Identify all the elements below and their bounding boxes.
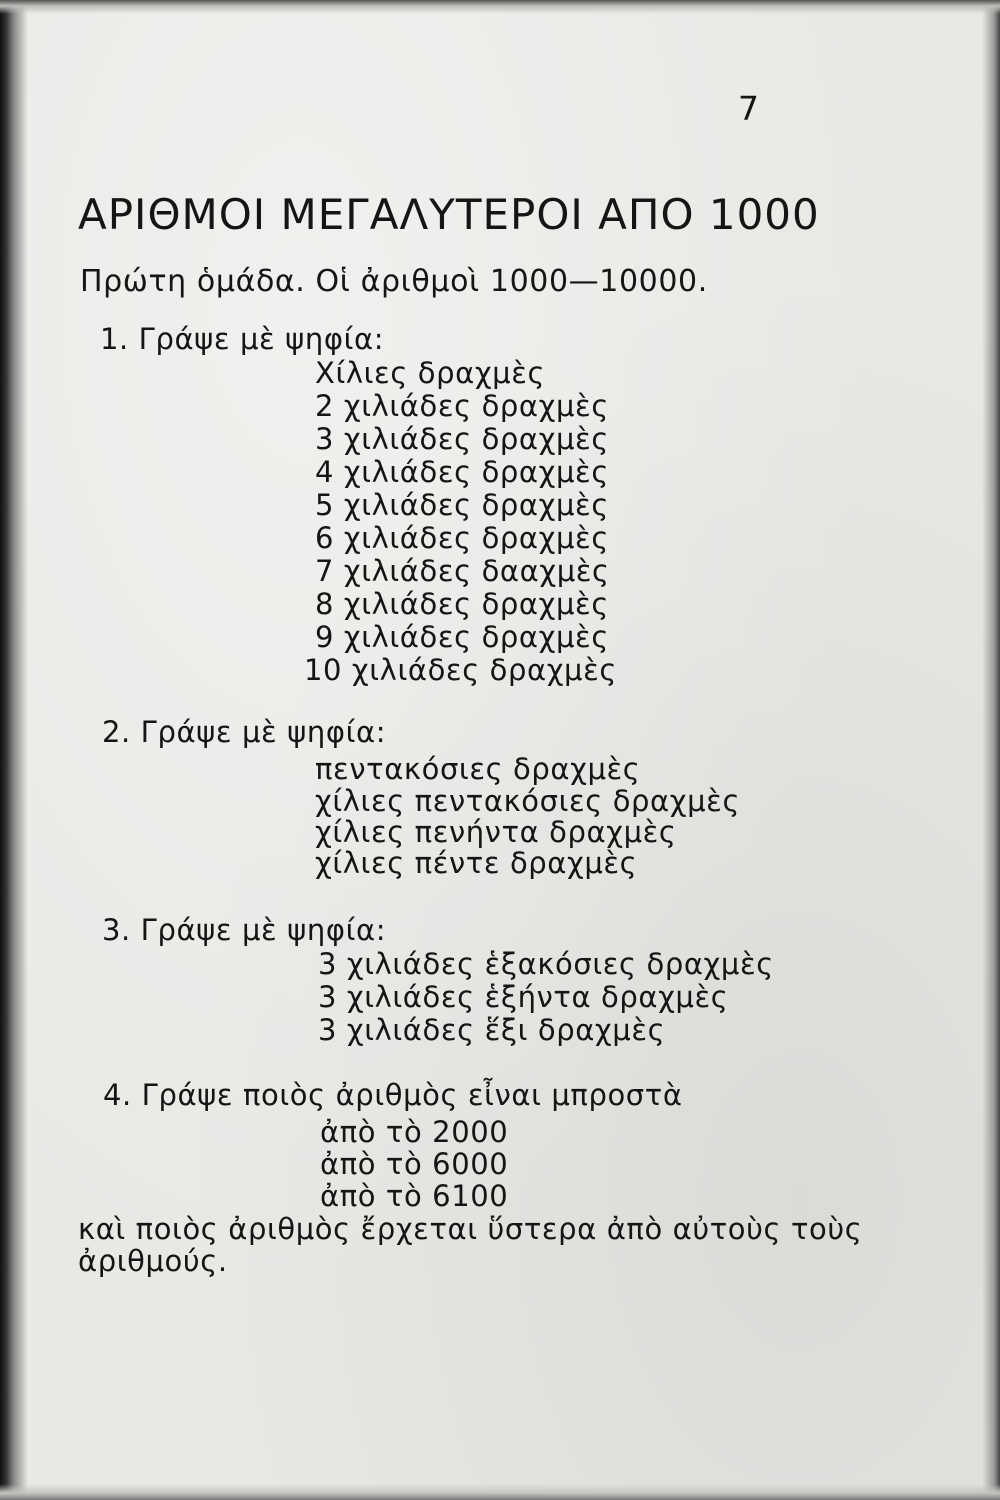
- exercise-4-closing-line: ἀριθμούς.: [78, 1244, 228, 1278]
- page-number: 7: [738, 89, 760, 128]
- exercise-4-line: ἀπὸ τὸ 6100: [320, 1179, 509, 1213]
- page-edge-shadow-right: [982, 0, 1000, 1500]
- exercise-1-line: Χίλιες δραχμὲς: [315, 356, 546, 390]
- page-edge-shadow-top: [0, 0, 1000, 14]
- exercise-4-closing-line: καὶ ποιὸς ἀριθμὸς ἔρχεται ὕστερα ἀπὸ αὐτοὺς τοὺς: [78, 1212, 863, 1246]
- exercise-1-line: 6 χιλιάδες δραχμὲς: [315, 521, 609, 555]
- section-subtitle: Πρώτη ὁμάδα. Οἱ ἀριθμοὶ 1000—10000.: [80, 264, 708, 299]
- page-edge-shadow-left: [0, 0, 28, 1500]
- exercise-1-heading: 1. Γράψε μὲ ψηφία:: [100, 322, 385, 356]
- exercise-2-line: χίλιες πεντακόσιες δραχμὲς: [315, 784, 741, 818]
- exercise-4-line: ἀπὸ τὸ 2000: [320, 1115, 509, 1149]
- exercise-2-line: πεντακόσιες δραχμὲς: [315, 752, 641, 786]
- exercise-1-line: 8 χιλιάδες δραχμὲς: [315, 587, 609, 621]
- exercise-3-line: 3 χιλιάδες ἑξακόσιες δραχμὲς: [318, 947, 774, 981]
- exercise-3-line: 3 χιλιάδες ἑξήντα δραχμὲς: [318, 980, 729, 1014]
- exercise-2-heading: 2. Γράψε μὲ ψηφία:: [102, 715, 387, 749]
- exercise-2-line: χίλιες πέντε δραχμὲς: [315, 846, 638, 880]
- page-title: ΑΡΙΘΜΟΙ ΜΕΓΑΛΥΤΕΡΟΙ ΑΠΟ 1000: [78, 190, 820, 239]
- exercise-1-line: 7 χιλιάδες δααχμὲς: [315, 554, 610, 588]
- exercise-1-line: 5 χιλιάδες δραχμὲς: [315, 488, 609, 522]
- exercise-1-line: 3 χιλιάδες δραχμὲς: [315, 422, 609, 456]
- exercise-1-line: 10 χιλιάδες δραχμὲς: [304, 653, 617, 687]
- exercise-3-heading: 3. Γράψε μὲ ψηφία:: [102, 913, 387, 947]
- exercise-4-line: ἀπὸ τὸ 6000: [320, 1147, 509, 1181]
- exercise-1-line: 2 χιλιάδες δραχμὲς: [315, 389, 609, 423]
- page-edge-shadow-bottom: [0, 1484, 1000, 1500]
- exercise-3-line: 3 χιλιάδες ἕξι δραχμὲς: [318, 1013, 666, 1047]
- exercise-1-line: 9 χιλιάδες δραχμὲς: [315, 620, 609, 654]
- exercise-1-line: 4 χιλιάδες δραχμὲς: [315, 455, 609, 489]
- exercise-2-line: χίλιες πενήντα δραχμὲς: [315, 815, 677, 849]
- exercise-4-heading: 4. Γράψε ποιὸς ἀριθμὸς εἶναι μπροστὰ: [103, 1078, 683, 1112]
